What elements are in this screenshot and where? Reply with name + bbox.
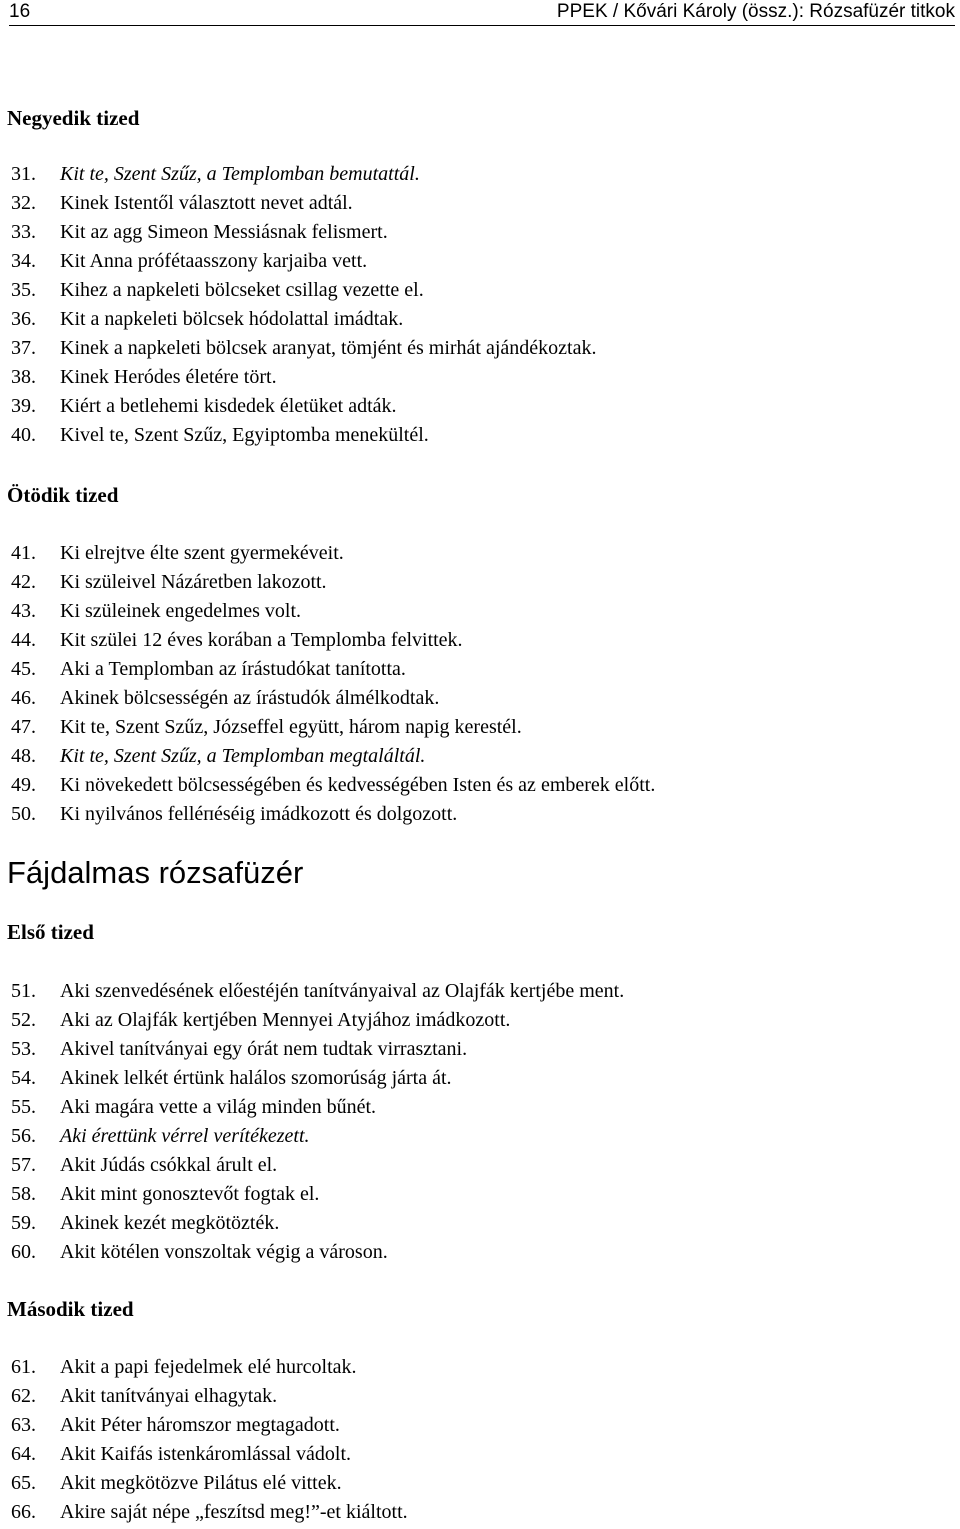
item-text: Akit kötélen vonszoltak végig a városon. [60, 1241, 388, 1263]
item-number: 60. [11, 1241, 36, 1263]
section-title-elso-tized: Első tized [7, 920, 94, 944]
item-text: Kit te, Szent Szűz, a Templomban megtaláltál. [60, 745, 426, 767]
item-text: Aki a Templomban az írástudókat tanította. [60, 658, 406, 680]
item-text: Akire saját népe „feszítsd meg!”-et kiáltott. [60, 1501, 408, 1523]
item-text: Kinek a napkeleti bölcsek aranyat, tömjént és mirhát ajándékoztak. [60, 337, 597, 359]
item-text: Akit a papi fejedelmek elé hurcoltak. [60, 1356, 357, 1378]
section-title-negyedik-tized: Negyedik tized [7, 106, 140, 130]
item-number: 45. [11, 658, 36, 680]
item-number: 50. [11, 803, 36, 825]
item-number: 46. [11, 687, 36, 709]
item-text: Akinek bölcsességén az írástudók álmélkodtak. [60, 687, 440, 709]
item-text: Ki szüleivel Názáretben lakozott. [60, 571, 327, 593]
item-number: 65. [11, 1472, 36, 1494]
item-number: 34. [11, 250, 36, 272]
item-number: 43. [11, 600, 36, 622]
item-text: Kiért a betlehemi kisdedek életüket adták. [60, 395, 397, 417]
item-text: Akivel tanítványai egy órát nem tudtak virrasztani. [60, 1038, 468, 1060]
item-number: 37. [11, 337, 36, 359]
page-number: 16 [9, 1, 31, 22]
item-number: 33. [11, 221, 36, 243]
item-number: 63. [11, 1414, 36, 1436]
item-text: Akit mint gonosztevőt fogtak el. [60, 1183, 320, 1205]
item-number: 36. [11, 308, 36, 330]
item-text: Aki magára vette a világ minden bűnét. [60, 1096, 377, 1118]
item-number: 40. [11, 424, 36, 446]
item-number: 31. [11, 163, 36, 185]
item-number: 56. [11, 1125, 36, 1147]
item-text: Ki növekedett bölcsességében és kedvességében Isten és az emberek előtt. [60, 774, 656, 796]
item-number: 53. [11, 1038, 36, 1060]
item-text: Kihez a napkeleti bölcseket csillag vezette el. [60, 279, 424, 301]
item-number: 51. [11, 980, 36, 1002]
item-text: Kit az agg Simeon Messiásnak felismert. [60, 221, 388, 243]
item-number: 52. [11, 1009, 36, 1031]
item-number: 35. [11, 279, 36, 301]
item-number: 57. [11, 1154, 36, 1176]
item-number: 39. [11, 395, 36, 417]
item-text: Kit a napkeleti bölcsek hódolattal imádtak. [60, 308, 404, 330]
item-text: Akit Kaifás istenkáromlással vádolt. [60, 1443, 352, 1465]
item-number: 66. [11, 1501, 36, 1523]
item-number: 62. [11, 1385, 36, 1407]
item-text: Kit Anna prófétaasszony karjaiba vett. [60, 250, 368, 272]
item-number: 32. [11, 192, 36, 214]
item-number: 48. [11, 745, 36, 767]
page-header [9, 0, 955, 26]
item-number: 41. [11, 542, 36, 564]
item-text: Ki nyilvános felléпéséig imádkozott és dolgozott. [60, 803, 458, 825]
part-title-fajdalmas-rozsafuzer: Fájdalmas rózsafüzér [7, 855, 304, 890]
item-text: Akinek kezét megkötözték. [60, 1212, 280, 1234]
item-number: 58. [11, 1183, 36, 1205]
item-number: 44. [11, 629, 36, 651]
item-text: Akinek lelkét értünk halálos szomorúság járta át. [60, 1067, 452, 1089]
item-text: Akit tanítványai elhagytak. [60, 1385, 278, 1407]
item-text: Akit Júdás csókkal árult el. [60, 1154, 278, 1176]
item-text: Ki elrejtve élte szent gyermekéveit. [60, 542, 344, 564]
item-number: 49. [11, 774, 36, 796]
running-title: PPEK / Kővári Károly (össz.): Rózsafüzér titkok [556, 1, 955, 22]
item-number: 47. [11, 716, 36, 738]
item-text: Akit Péter háromszor megtagadott. [60, 1414, 340, 1436]
item-number: 54. [11, 1067, 36, 1089]
section-title-otodik-tized: Ötödik tized [7, 483, 119, 507]
item-text: Aki érettünk vérrel verítékezett. [60, 1125, 310, 1147]
item-number: 64. [11, 1443, 36, 1465]
item-number: 38. [11, 366, 36, 388]
item-text: Kit te, Szent Szűz, a Templomban bemutattál. [60, 163, 420, 185]
item-text: Kinek Heródes életére tört. [60, 366, 277, 388]
section-title-masodik-tized: Második tized [7, 1297, 134, 1321]
item-text: Aki szenvedésének előestéjén tanítványaival az Olajfák kertjébe ment. [60, 980, 625, 1002]
item-number: 61. [11, 1356, 36, 1378]
item-number: 42. [11, 571, 36, 593]
item-text: Akit megkötözve Pilátus elé vittek. [60, 1472, 342, 1494]
item-number: 59. [11, 1212, 36, 1234]
item-text: Kivel te, Szent Szűz, Egyiptomba menekültél. [60, 424, 429, 446]
item-number: 55. [11, 1096, 36, 1118]
item-text: Kinek Istentől választott nevet adtál. [60, 192, 353, 214]
item-text: Ki szüleinek engedelmes volt. [60, 600, 302, 622]
item-text: Kit te, Szent Szűz, Józseffel együtt, három napig kerestél. [60, 716, 522, 738]
item-text: Kit szülei 12 éves korában a Templomba felvittek. [60, 629, 463, 651]
item-text: Aki az Olajfák kertjében Mennyei Atyjához imádkozott. [60, 1009, 511, 1031]
